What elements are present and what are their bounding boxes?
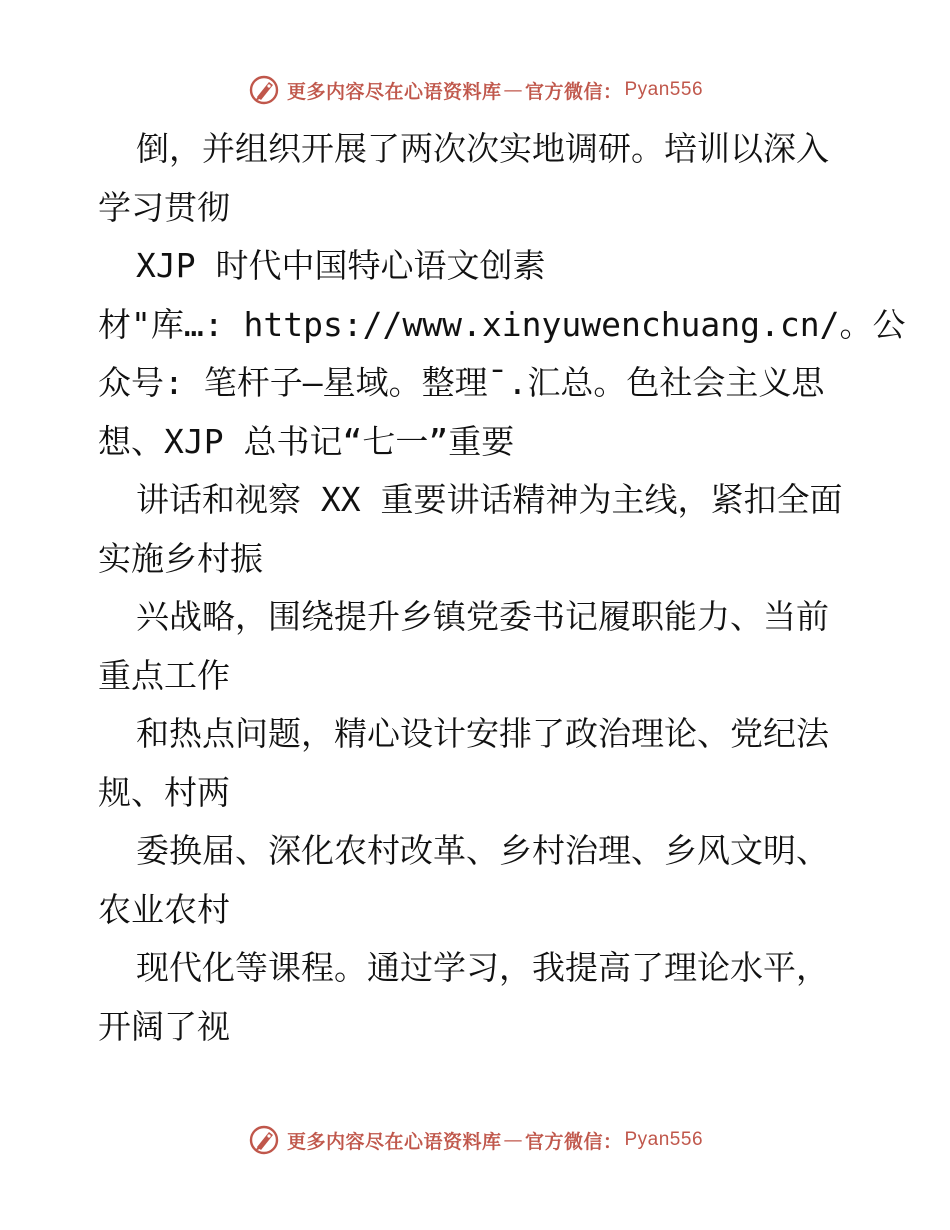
body-line: 想、XJP 总书记“七一”重要	[98, 421, 515, 461]
header-dash: —	[503, 79, 523, 101]
body-line: 重点工作	[98, 655, 230, 695]
body-line: 学习贯彻	[98, 187, 230, 227]
pen-nib-logo-icon	[247, 1123, 281, 1157]
footer-site-text: 更多内容尽在心语资料库	[286, 1130, 502, 1153]
header-wechat-id: Pyan556	[624, 79, 704, 100]
body-line: 实施乡村振	[98, 538, 263, 578]
footer-watermark	[0, 1120, 950, 1160]
header-site-text: 更多内容尽在心语资料库	[286, 80, 502, 103]
body-line: XJP 时代中国特心语文创素	[136, 246, 546, 285]
body-line: 讲话和视察 XX 重要讲话精神为主线，紧扣全面	[136, 480, 843, 519]
footer-wechat-label: 官方微信：	[524, 1130, 623, 1153]
pen-nib-logo-icon	[247, 73, 281, 107]
header-watermark	[0, 70, 950, 110]
body-line: 和热点问题，精心设计安排了政治理论、党纪法	[136, 714, 829, 753]
body-line: 农业农村	[98, 889, 230, 929]
footer-dash: —	[503, 1129, 523, 1151]
body-line: 现代化等课程。通过学习，我提高了理论水平，	[136, 948, 829, 987]
body-line: 规、村两	[98, 772, 230, 812]
body-line: 材"库…: https://www.xinyuwenchuang.cn/。公	[98, 304, 906, 344]
document-body	[98, 120, 906, 1056]
body-line: 众号: 笔杆子—星域。整理¯.汇总。色社会主义思	[98, 363, 825, 402]
body-line: 开阔了视	[98, 1006, 230, 1046]
header-wechat-label: 官方微信：	[524, 80, 623, 103]
body-line: 倒，并组织开展了两次次实地调研。培训以深入	[136, 129, 829, 168]
footer-wechat-id: Pyan556	[624, 1129, 704, 1150]
body-line: 兴战略，围绕提升乡镇党委书记履职能力、当前	[136, 597, 829, 636]
body-line: 委换届、深化农村改革、乡村治理、乡风文明、	[136, 831, 829, 870]
